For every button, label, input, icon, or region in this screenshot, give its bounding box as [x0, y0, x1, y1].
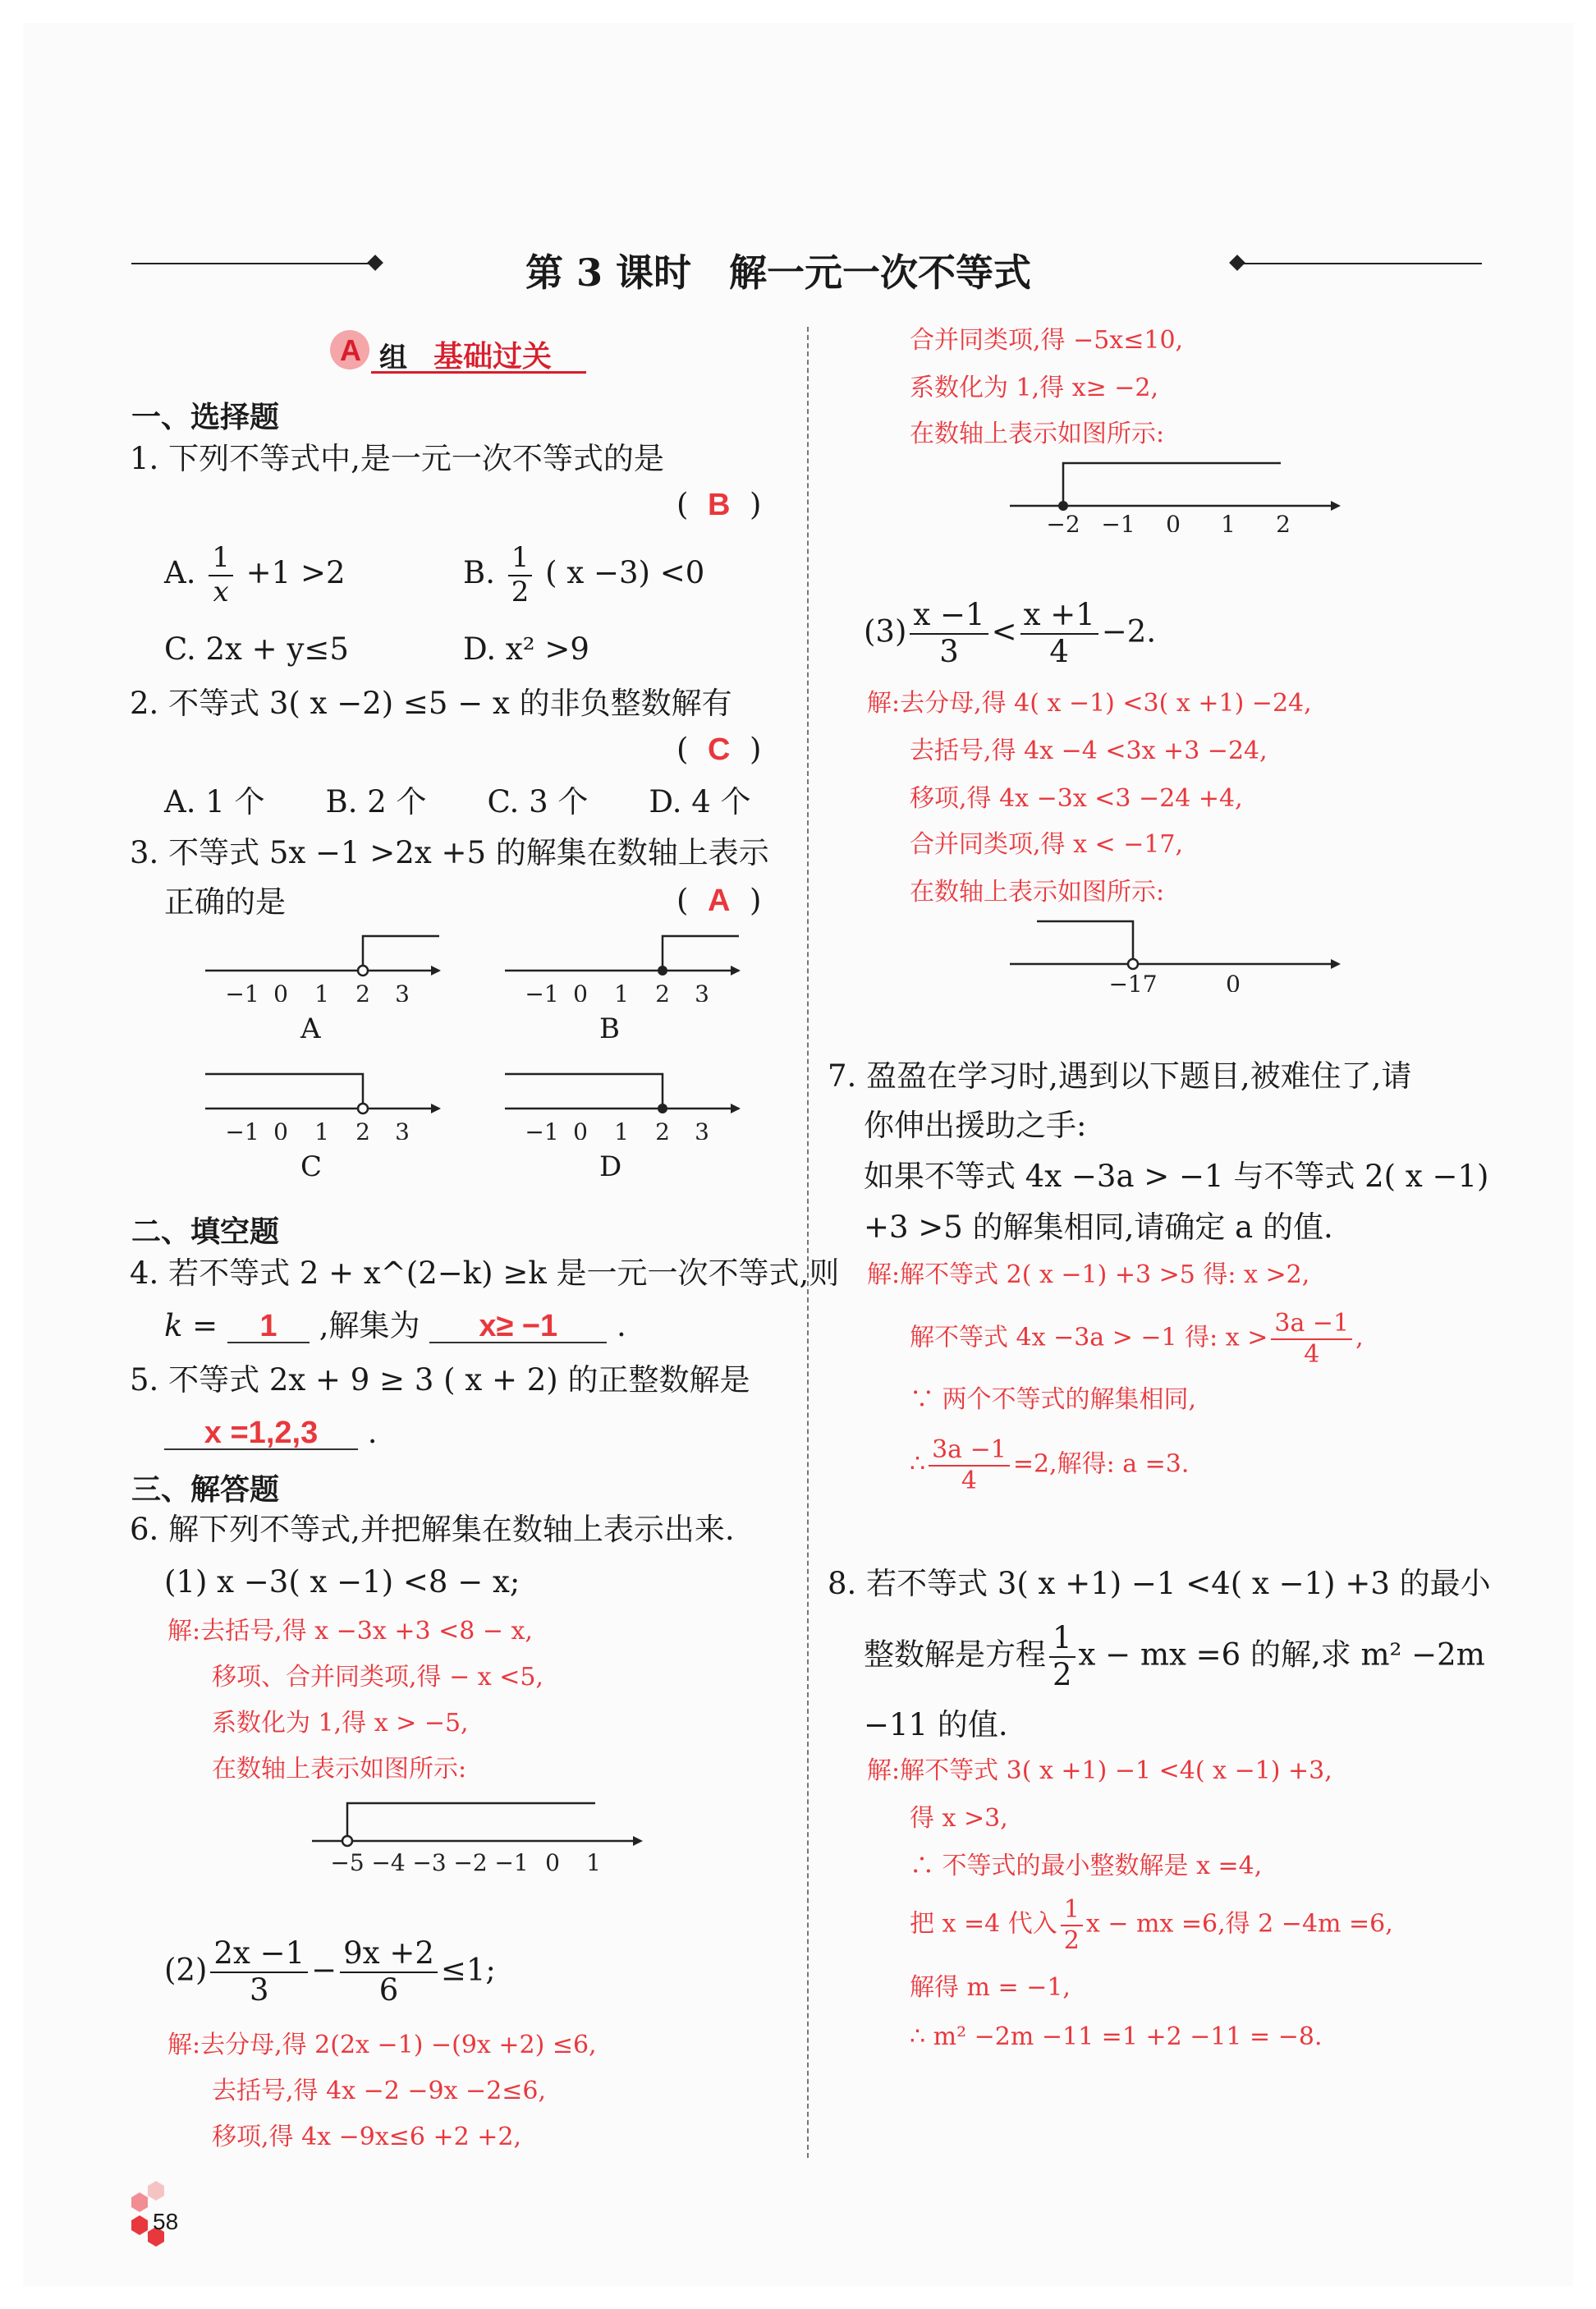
solution-ray — [347, 1803, 595, 1841]
q7-step-2 — [910, 1311, 1364, 1367]
q6-p2-minus: − — [311, 1952, 337, 1988]
tick-label: 1 — [614, 980, 629, 1002]
q5-line-1: 5. 不等式 2x + 9 ≥ 3 ( x + 2) 的正整数解是 — [130, 1362, 750, 1398]
column-divider — [807, 327, 809, 2158]
axis-arrow — [731, 1104, 741, 1113]
q3-numberline-c — [201, 1058, 447, 1140]
frac-num: x +1 — [1020, 599, 1098, 635]
q6-p3-lt: < — [991, 613, 1017, 650]
q8-step-5: 解得 m = −1, — [910, 1973, 1071, 2002]
section-answer: 三、解答题 — [131, 1472, 280, 1506]
tick-labels — [1108, 971, 1240, 992]
q6-p2-cont-1: 合并同类项,得 −5x≤10, — [910, 326, 1184, 355]
q6-p3-frac-1 — [910, 599, 988, 668]
solution-ray — [663, 936, 739, 971]
q1-opt-a-rest: +1 >2 — [245, 555, 346, 591]
q6-p3-frac-2 — [1020, 599, 1098, 668]
q2-answer: C — [707, 732, 731, 767]
tick-label: −1 — [525, 1118, 559, 1140]
q1-opt-b-rest: ( x −3) <0 — [545, 555, 705, 591]
frac-den: 2 — [1053, 1656, 1072, 1692]
tick-label: −17 — [1108, 971, 1158, 992]
q8-step-2: 得 x >3, — [910, 1804, 1008, 1833]
tick-label: −1 — [1101, 511, 1135, 532]
frac-den: x — [213, 575, 229, 608]
tick-labels — [525, 980, 709, 1002]
tick-label: 0 — [573, 980, 588, 1002]
q6-p1-step-1: 解:去括号,得 x −3x +3 <8 − x, — [167, 1617, 533, 1646]
badge-underline — [371, 371, 586, 374]
hexagon — [131, 2215, 148, 2235]
tick-label: 3 — [695, 980, 709, 1002]
solution-ray — [363, 936, 439, 971]
q4-k-label: k = — [164, 1308, 218, 1343]
q1-option-a — [164, 541, 346, 608]
q8-l2-rest: x − mx =6 的解,求 m² −2m — [1078, 1636, 1485, 1673]
q3-label-d: D — [599, 1150, 622, 1183]
frac-num: x −1 — [910, 599, 988, 635]
tick-label: 0 — [1226, 971, 1241, 992]
solution-ray — [1063, 463, 1281, 506]
tick-label: 3 — [695, 1118, 709, 1140]
q6-p2-step-2: 去括号,得 4x −2 −9x −2≤6, — [212, 2077, 547, 2105]
q1-option-c: C. 2x + y≤5 — [164, 631, 349, 667]
solution-ray — [505, 1074, 663, 1109]
q6-p1-step-2: 移项、合并同类项,得 − x <5, — [212, 1663, 543, 1692]
open-dot — [342, 1836, 352, 1846]
axis-arrow — [633, 1836, 643, 1846]
tick-label: 1 — [614, 1118, 629, 1140]
q1-opt-a-frac — [209, 541, 233, 608]
q1-stem: 1. 下列不等式中,是一元一次不等式的是 — [130, 441, 664, 476]
q1-answer: B — [707, 488, 731, 522]
q7-line-2: 你伸出援助之手: — [864, 1108, 1087, 1143]
q6-p3-step-3: 移项,得 4x −3x <3 −24 +4, — [910, 784, 1243, 813]
tick-label: −2 — [1046, 511, 1080, 532]
tick-label: 1 — [314, 1118, 329, 1140]
section-choice: 一、选择题 — [131, 400, 280, 434]
q6-p2-frac-1 — [210, 1935, 308, 2008]
tick-label: −1 — [225, 980, 259, 1002]
axis-arrow — [1331, 959, 1341, 969]
badge-name: 基础过关 — [433, 339, 553, 373]
q1-opt-a-label: A. — [164, 555, 196, 591]
frac-num: 3a −1 — [1271, 1311, 1352, 1340]
q3-answer-bracket: ( A ) — [676, 883, 762, 918]
frac-den: 3 — [939, 633, 959, 669]
q7-s2-frac — [1271, 1311, 1352, 1367]
q7-s4-frac — [929, 1437, 1010, 1494]
q3-label-a: A — [300, 1012, 321, 1045]
title-rule-left — [131, 263, 378, 264]
tick-label: 2 — [1276, 511, 1291, 532]
q2-options: A. 1 个 B. 2 个 C. 3 个 D. 4 个 — [164, 784, 751, 819]
q6-stem: 6. 解下列不等式,并把解集在数轴上表示出来. — [130, 1512, 735, 1547]
tick-label: 2 — [355, 980, 370, 1002]
q8-step-3: ∴ 不等式的最小整数解是 x =4, — [910, 1852, 1263, 1880]
q2-answer-bracket: ( C ) — [676, 732, 762, 767]
q8-s4-rest: x − mx =6,得 2 −4m =6, — [1085, 1909, 1393, 1939]
tick-label: −3 — [412, 1849, 447, 1872]
frac-den: 6 — [378, 1972, 399, 2008]
q6-part-2 — [164, 1935, 496, 2008]
q8-step-4 — [910, 1897, 1393, 1953]
frac-den: 4 — [1304, 1339, 1320, 1369]
frac-num: 1 — [508, 544, 533, 576]
q3-label-b: B — [599, 1012, 620, 1045]
q6-p3-step-2: 去括号,得 4x −4 <3x +3 −24, — [910, 737, 1268, 765]
q8-s4-text: 把 x =4 代入 — [910, 1909, 1057, 1939]
q2-stem: 2. 不等式 3( x −2) ≤5 − x 的非负整数解有 — [130, 686, 732, 721]
tick-label: −1 — [525, 980, 559, 1002]
open-dot — [358, 1104, 368, 1113]
q6-p1-step-3: 系数化为 1,得 x > −5, — [212, 1709, 469, 1737]
q6-p3-step-4: 合并同类项,得 x < −17, — [910, 830, 1184, 859]
frac-den: 4 — [1049, 633, 1069, 669]
q8-line-3: −11 的值. — [864, 1707, 1008, 1742]
q4-mid-text: ,解集为 — [319, 1308, 420, 1343]
q1-answer-bracket: ( B ) — [676, 487, 762, 522]
q7-s4-therefore: ∴ — [910, 1449, 926, 1479]
badge-letter: A — [340, 333, 361, 367]
q6-p2-label: (2) — [164, 1952, 208, 1988]
open-dot — [1128, 959, 1138, 969]
q8-step-1: 解:解不等式 3( x +1) −1 <4( x −1) +3, — [867, 1756, 1332, 1785]
tick-label: 1 — [314, 980, 329, 1002]
frac-num: 1 — [1061, 1897, 1083, 1926]
tick-label: 2 — [655, 980, 670, 1002]
page-title: 第 3 课时 解一元一次不等式 — [525, 250, 1032, 295]
q8-step-6: ∴ m² −2m −11 =1 +2 −11 = −8. — [910, 2022, 1323, 2051]
tick-label: −1 — [225, 1118, 259, 1140]
q5-end: . — [367, 1415, 378, 1450]
q5-answer: x =1,2,3 — [204, 1416, 319, 1450]
q6-p2-cont-3: 在数轴上表示如图所示: — [910, 420, 1165, 448]
q3-numberline-b — [501, 920, 747, 1002]
tick-label: −4 — [371, 1849, 406, 1872]
frac-den: 2 — [1063, 1926, 1080, 1955]
frac-num: 2x −1 — [210, 1938, 308, 1973]
q4-line-2 — [164, 1308, 626, 1343]
solution-ray — [1037, 921, 1133, 964]
q6-part-1: (1) x −3( x −1) <8 − x; — [164, 1564, 521, 1600]
q3-stem-2: 正确的是 — [164, 884, 286, 920]
tick-label: 0 — [573, 1118, 588, 1140]
tick-labels — [225, 1118, 410, 1140]
q7-line-4: +3 >5 的解集相同,请确定 a 的值. — [864, 1210, 1333, 1245]
frac-num: 1 — [1049, 1623, 1075, 1658]
q4-k-answer: 1 — [259, 1309, 277, 1343]
tick-label: 1 — [1221, 511, 1236, 532]
section-fill: 二、填空题 — [131, 1214, 280, 1248]
q4-sol-answer: x≥ −1 — [479, 1309, 558, 1343]
q8-line-2 — [864, 1620, 1485, 1692]
q6-p2-numberline — [1006, 450, 1351, 532]
frac-den: 3 — [250, 1972, 269, 2008]
q3-numberline-d — [501, 1058, 747, 1140]
axis-arrow — [731, 966, 741, 975]
q4-end: . — [617, 1308, 626, 1343]
q1-option-d: D. x² >9 — [463, 631, 589, 667]
tick-label: 0 — [1166, 511, 1181, 532]
q3-numberline-a — [201, 920, 447, 1002]
q7-line-3: 如果不等式 4x −3a > −1 与不等式 2( x −1) — [864, 1159, 1489, 1194]
closed-dot — [658, 1104, 667, 1113]
q6-p3-rest: −2. — [1101, 613, 1157, 650]
frac-num: 9x +2 — [340, 1938, 438, 1973]
q5-blank — [164, 1417, 358, 1450]
q3-label-c: C — [300, 1150, 323, 1183]
tick-label: 0 — [273, 1118, 288, 1140]
q1-opt-b-label: B. — [463, 555, 495, 591]
q7-s2-end: , — [1355, 1323, 1364, 1352]
frac-den: 2 — [511, 575, 530, 608]
axis-arrow — [431, 1104, 441, 1113]
tick-label: 2 — [655, 1118, 670, 1140]
q6-p1-numberline — [308, 1790, 653, 1872]
q4-line-1: 4. 若不等式 2 + x^(2−k) ≥k 是一元一次不等式,则 — [130, 1255, 840, 1291]
q6-p2-step-3: 移项,得 4x −9x≤6 +2 +2, — [212, 2123, 522, 2151]
tick-labels — [1046, 511, 1291, 532]
q1-opt-b-frac — [508, 541, 533, 608]
q3-answer: A — [707, 884, 731, 918]
tick-label: 2 — [355, 1118, 370, 1140]
q5-line-2 — [164, 1417, 378, 1450]
solution-ray — [205, 1074, 363, 1109]
tick-label: −5 — [330, 1849, 365, 1872]
q6-p3-step-1: 解:去分母,得 4( x −1) <3( x +1) −24, — [867, 689, 1312, 718]
page-number: 58 — [153, 2209, 179, 2234]
q7-step-3: ∵ 两个不等式的解集相同, — [910, 1385, 1197, 1414]
q3-stem-1: 3. 不等式 5x −1 >2x +5 的解集在数轴上表示 — [130, 835, 769, 870]
q6-p2-rest: ≤1; — [440, 1952, 496, 1988]
tick-label: −1 — [494, 1849, 529, 1872]
q7-line-1: 7. 盈盈在学习时,遇到以下题目,被难住了,请 — [828, 1058, 1412, 1094]
tick-label: 0 — [545, 1849, 560, 1872]
q6-part-3 — [864, 599, 1156, 668]
q6-p1-step-4: 在数轴上表示如图所示: — [212, 1755, 467, 1783]
q6-p3-step-5: 在数轴上表示如图所示: — [910, 878, 1165, 907]
hexagon — [131, 2192, 148, 2212]
q8-l2-text: 整数解是方程 — [864, 1636, 1046, 1673]
tick-labels — [525, 1118, 709, 1140]
q4-k-blank — [227, 1311, 310, 1343]
q7-step-4 — [910, 1437, 1189, 1494]
badge-group: 组 — [379, 342, 407, 374]
q8-l2-frac — [1049, 1620, 1075, 1692]
frac-den: 4 — [961, 1466, 977, 1495]
q6-p2-cont-2: 系数化为 1,得 x≥ −2, — [910, 374, 1159, 402]
q6-p3-label: (3) — [864, 613, 907, 650]
q6-p3-numberline — [1006, 910, 1351, 992]
q8-s4-frac — [1061, 1897, 1083, 1953]
q8-line-1: 8. 若不等式 3( x +1) −1 <4( x −1) +3 的最小 — [828, 1566, 1491, 1601]
axis-arrow — [431, 966, 441, 975]
q6-p2-step-1: 解:去分母,得 2(2x −1) −(9x +2) ≤6, — [167, 2031, 597, 2059]
frac-num: 3a −1 — [929, 1437, 1010, 1467]
tick-label: 0 — [273, 980, 288, 1002]
q7-s2-text: 解不等式 4x −3a > −1 得: x > — [910, 1323, 1268, 1352]
q1-option-b — [463, 541, 705, 608]
hexagon — [148, 2181, 164, 2201]
tick-labels — [225, 980, 410, 1002]
tick-label: 3 — [395, 980, 410, 1002]
axis-arrow — [1331, 501, 1341, 511]
title-rule-right — [1240, 263, 1482, 264]
q7-s4-end: =2,解得: a =3. — [1012, 1449, 1190, 1479]
q7-step-1: 解:解不等式 2( x −1) +3 >5 得: x >2, — [867, 1260, 1310, 1289]
q4-sol-blank — [429, 1311, 607, 1343]
tick-label: −2 — [453, 1849, 488, 1872]
closed-dot — [658, 966, 667, 975]
tick-label: 1 — [586, 1849, 601, 1872]
open-dot — [358, 966, 368, 975]
frac-num: 1 — [209, 544, 233, 576]
tick-label: 3 — [395, 1118, 410, 1140]
tick-labels — [330, 1849, 601, 1872]
closed-dot — [1058, 501, 1068, 511]
q6-p2-frac-2 — [340, 1935, 438, 2008]
